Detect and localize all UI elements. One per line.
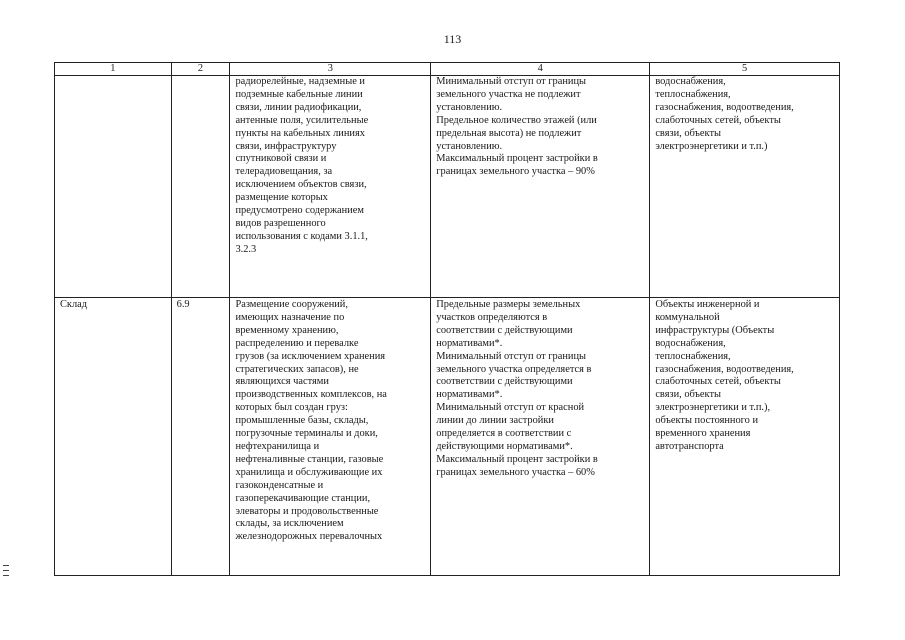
land-use-table — [54, 62, 840, 576]
use-code-cell — [171, 298, 230, 576]
margin-tick — [3, 570, 9, 571]
margin-tick — [3, 575, 9, 576]
table-row — [55, 298, 840, 576]
use-description: Размещение сооружений, имеющих назначение по временному хранению, распределению и перевалке грузов (за исключением хранения стратегических запасов), не являющихся частями производственных комплексов, на которых был создан груз: промышленные базы, склады, погрузочные терминалы и доки, нефтехранилища и нефтеналивные станции, газовые хранилища и обслуживающие их газоконденсатные и газоперекачивающие станции, элеваторы и продовольственные склады, за исключением железнодорожных перевалочных — [235, 299, 387, 543]
parameters-cell — [431, 76, 650, 298]
scan-margin-marks — [3, 565, 9, 580]
infrastructure-cell — [650, 76, 840, 298]
use-description-cell — [230, 76, 431, 298]
use-name-cell — [55, 298, 172, 576]
column-header-2: 2 — [171, 63, 230, 76]
column-header-1: 1 — [55, 63, 172, 76]
use-code: 6.9 — [176, 299, 190, 310]
column-header-4: 4 — [431, 63, 650, 76]
parameters-cell — [431, 298, 650, 576]
margin-tick — [3, 565, 9, 566]
table-header-row — [55, 63, 840, 76]
use-code-cell — [171, 76, 230, 298]
infrastructure-cell — [650, 298, 840, 576]
parameters-text: Минимальный отступ от границы земельного участка не подлежит установлению. Предельное количество этажей (или предельная высота) не подлежит установлению. Максимальный процент застройки в границах земельного участка – 90% — [436, 76, 598, 178]
table-row — [55, 76, 840, 298]
use-description-cell — [230, 298, 431, 576]
infrastructure-text: Объекты инженерной и коммунальной инфраструктуры (Объекты водоснабжения, теплоснабжения, газоснабжения, водоотведения, слаботочных сетей, объекты связи, объекты электроэнергетики и т.п.), объекты постоянного и временного хранения автотранспорта — [655, 299, 794, 452]
column-header-3: 3 — [230, 63, 431, 76]
use-name: Склад — [60, 299, 88, 310]
infrastructure-text: водоснабжения, теплоснабжения, газоснабжения, водоотведения, слаботочных сетей, объекты связи, объекты электроэнергетики и т.п.) — [655, 76, 794, 152]
use-name-cell — [55, 76, 172, 298]
use-description: радиорелейные, надземные и подземные кабельные линии связи, линии радиофикации, антенные поля, усилительные пункты на кабельных линиях связи, инфраструктуру спутниковой связи и телерадиовещания, за исключением объектов связи, размещение которых предусмотрено содержанием видов разрешенного использования с кодами 3.1.1, 3.2.3 — [235, 76, 369, 255]
column-header-5: 5 — [650, 63, 840, 76]
parameters-text: Предельные размеры земельных участков определяются в соответствии с действующими нормативами*. Минимальный отступ от границы земельного участка определяется в соответствии с действующими нормативами*. Минимальный отступ от красной линии до линии застройки определяется в соответствии с действующими нормативами*. Максимальный процент застройки в границах земельного участка – 60% — [436, 299, 598, 478]
page-number: 113 — [443, 32, 462, 46]
